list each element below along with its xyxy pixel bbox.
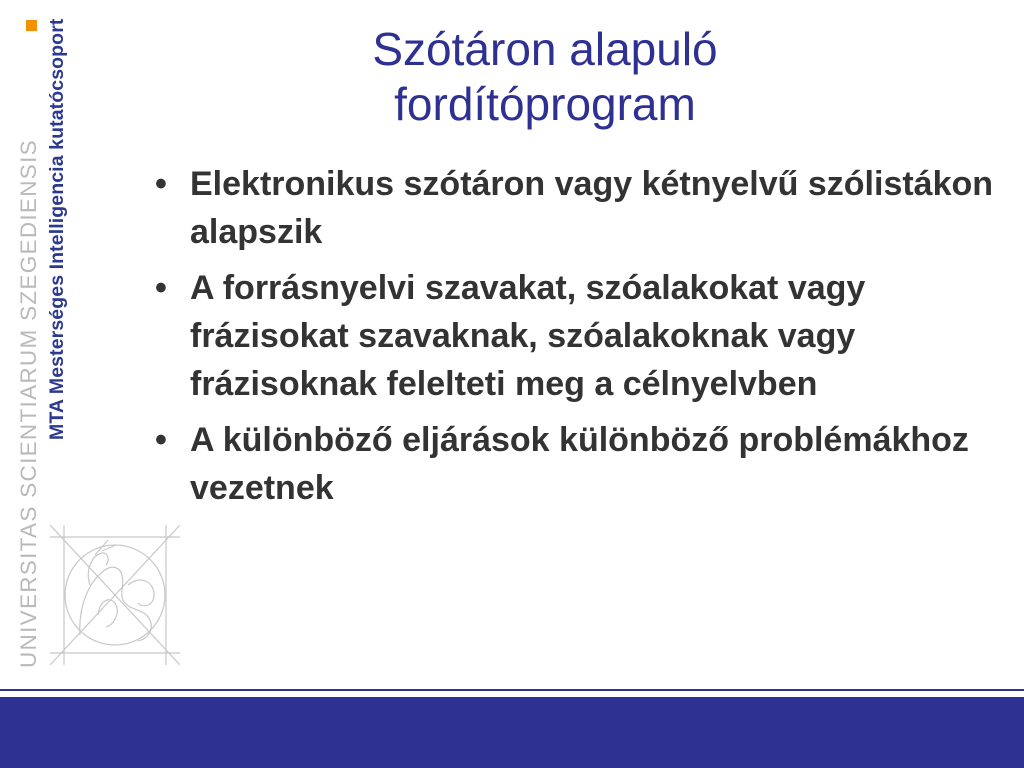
bullet-text: Elektronikus szótáron vagy kétnyelvű szólistákon alapszik	[190, 165, 994, 251]
university-emblem-icon	[50, 525, 180, 665]
bullet-dot-icon: •	[155, 165, 167, 203]
bullet-item	[152, 416, 1002, 512]
orange-square-icon	[26, 20, 37, 31]
bullet-item	[152, 160, 1002, 256]
university-name: UNIVERSITAS SCIENTIARUM SZEGEDIENSIS	[16, 139, 41, 668]
slide-title: Szótáron alapuló fordítóprogram	[372, 23, 718, 130]
bullet-text: A forrásnyelvi szavakat, szóalakokat vagy frázisokat szavaknak, szóalakoknak vagy frázisoknak felelteti meg a célnyelvben	[190, 269, 866, 403]
bullet-list	[152, 160, 1002, 520]
bullet-dot-icon: •	[155, 269, 167, 307]
bullet-item	[152, 264, 1002, 408]
footer-divider	[0, 689, 1024, 691]
bullet-dot-icon: •	[155, 421, 167, 459]
footer-band	[0, 697, 1024, 768]
research-group-name: MTA Mesterséges Intelligencia kutatócsoport	[46, 18, 68, 440]
bullet-text: A különböző eljárások különböző problémákhoz vezetnek	[190, 421, 969, 507]
